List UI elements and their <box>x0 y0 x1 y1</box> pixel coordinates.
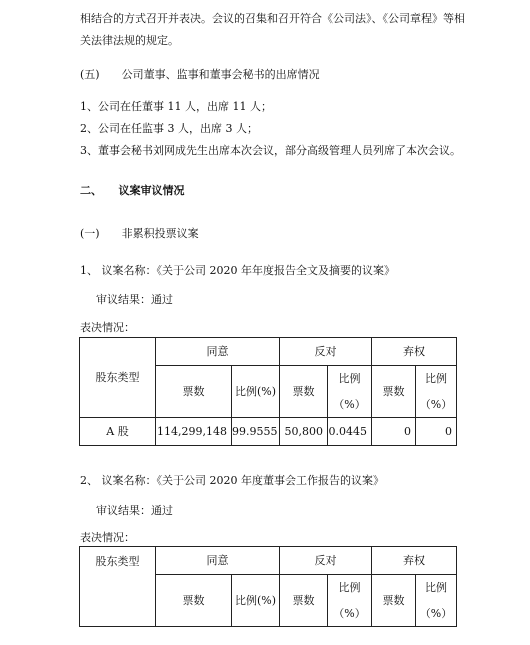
abstain-votes-cell: 0 <box>372 418 416 446</box>
ratio-header: 比例(%) <box>232 366 280 418</box>
ratio-header: 比例(%) <box>232 575 280 627</box>
vote-table-label: 表决情况： <box>80 531 135 544</box>
ratio-header: 比例 （%） <box>328 575 372 627</box>
motion-title: 1、 议案名称：《关于公司 2020 年年度报告全文及摘要的议案》 <box>80 264 395 277</box>
ratio-header: 比例 （%） <box>416 575 457 627</box>
vote-table <box>79 337 457 446</box>
section-heading: 二、 议案审议情况 <box>80 184 185 197</box>
oppose-votes-cell: 50,800 <box>280 418 328 446</box>
agree-header: 同意 <box>156 338 280 366</box>
votes-header: 票数 <box>372 366 416 418</box>
abstain-header: 弃权 <box>372 338 457 366</box>
intro-line-1: 相结合的方式召开并表决。会议的召集和召开符合《公司法》、《公司章程》等相 <box>80 12 465 25</box>
motion-result: 审议结果：通过 <box>96 504 173 517</box>
abstain-header: 弃权 <box>372 547 457 575</box>
attendance-item: 3、董事会秘书刘网成先生出席本次会议，部分高级管理人员列席了本次会议。 <box>80 144 461 157</box>
ratio-header: 比例 （%） <box>328 366 372 418</box>
votes-header: 票数 <box>156 366 232 418</box>
motion-title: 2、 议案名称：《关于公司 2020 年度董事会工作报告的议案》 <box>80 474 384 487</box>
votes-header: 票数 <box>280 575 328 627</box>
holder-type-cell: A 股 <box>80 418 156 446</box>
votes-header: 票数 <box>156 575 232 627</box>
agree-header: 同意 <box>156 547 280 575</box>
ratio-header: 比例 （%） <box>416 366 457 418</box>
subsection-heading: (一) 非累积投票议案 <box>80 227 199 240</box>
agree-ratio-cell: 99.9555 <box>232 418 280 446</box>
holder-type-header: 股东类型 <box>80 547 156 627</box>
agree-votes-cell: 114,299,148 <box>156 418 232 446</box>
vote-table <box>79 546 457 627</box>
intro-line-2: 关法律法规的规定。 <box>80 34 179 47</box>
attendance-item: 2、公司在任监事 3 人，出席 3 人； <box>80 122 258 135</box>
oppose-ratio-cell: 0.0445 <box>328 418 372 446</box>
attendance-item: 1、公司在任董事 11 人，出席 11 人； <box>80 100 272 113</box>
oppose-header: 反对 <box>280 547 372 575</box>
table-row <box>80 418 457 446</box>
attendance-heading: (五) 公司董事、监事和董事会秘书的出席情况 <box>80 68 320 81</box>
holder-type-header: 股东类型 <box>80 338 156 418</box>
votes-header: 票数 <box>372 575 416 627</box>
abstain-ratio-cell: 0 <box>416 418 457 446</box>
motion-result: 审议结果：通过 <box>96 293 173 306</box>
votes-header: 票数 <box>280 366 328 418</box>
oppose-header: 反对 <box>280 338 372 366</box>
vote-table-label: 表决情况： <box>80 321 135 334</box>
